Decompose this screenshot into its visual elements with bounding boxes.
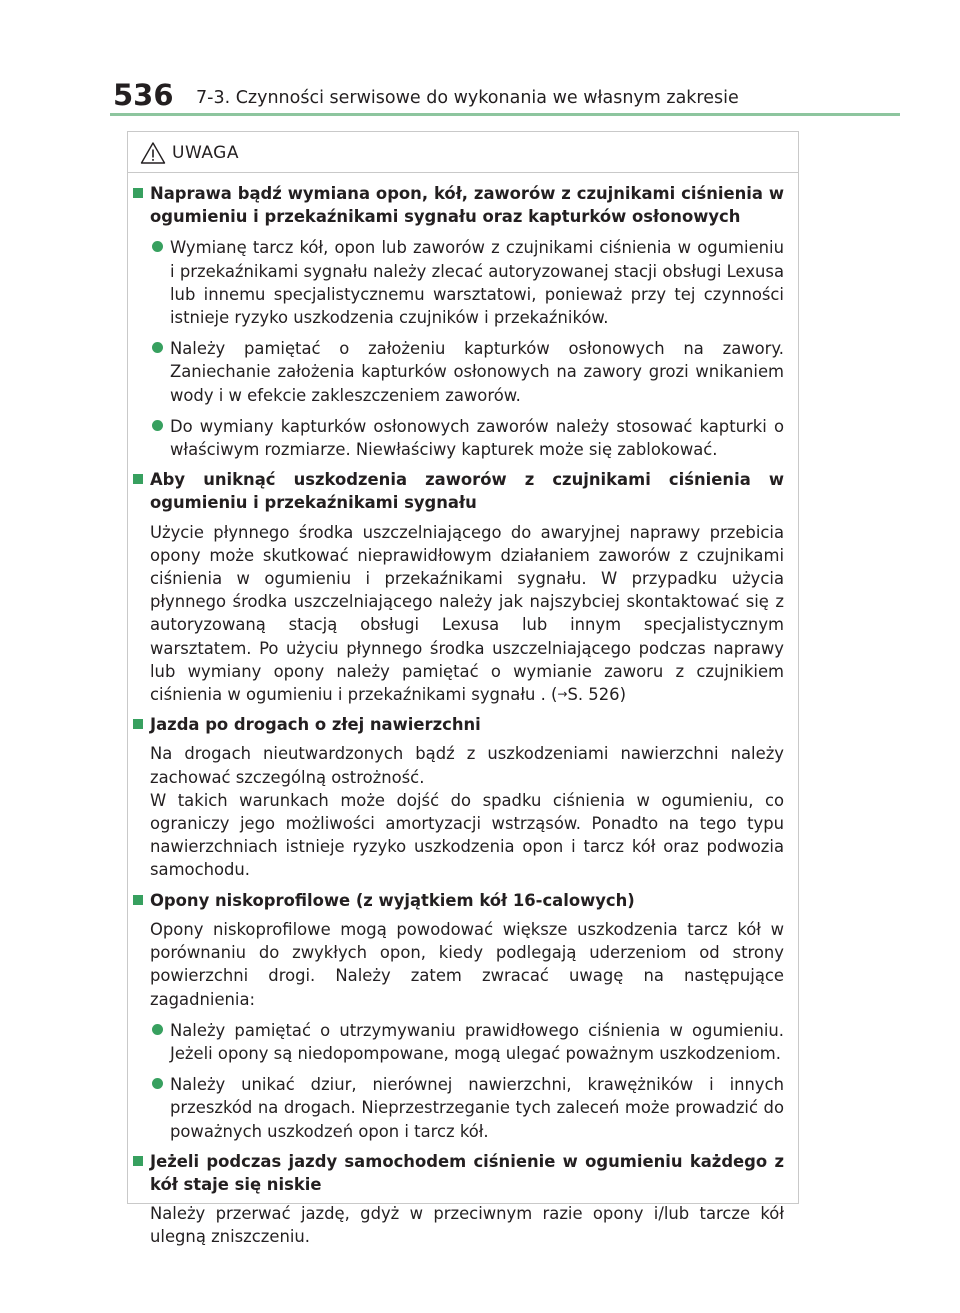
round-bullet-icon [152,1078,163,1089]
paragraph-text: Użycie płynnego środka uszczelniającego do awaryjnej naprawy przebicia opony może skutkować nieprawidłowym działaniem zaworów z czujnikami ciśnienia w ogumieniu i przekaźnikami sygnału. W przypadku użycia płynnego środka uszczelniającego należy jak najszybciej skontaktować się z autoryzowaną stacją obsługi Lexusa lub innym specjalistycznym warsztatem. Po użyciu płynnego środka uszczelniającego podczas naprawy lub wymiany opony należy pamiętać o wymianie zaworu z czujnikiem ciśnienia w ogumieniu i przekaźnikami sygnału . ( [150,522,784,705]
warning-section [130,889,784,1143]
round-bullet-icon [152,420,163,431]
warning-section [130,713,784,881]
square-bullet-icon [133,1156,143,1166]
section-heading: Naprawa bądź wymiana opon, kół, zaworów z czujnikami ciśnienia w ogumieniu i przekaźnikami sygnału oraz kapturków osłonowych [150,184,784,227]
list-item [150,1073,784,1143]
header-rule [110,113,900,116]
warning-section [130,1150,784,1249]
section-paragraph: Na drogach nieutwardzonych bądź z uszkodzeniami nawierzchni należy zachować szczególną ostrożność. [150,744,784,787]
warning-divider [128,172,798,173]
list-item [150,337,784,407]
list-item-text: Należy pamiętać o utrzymywaniu prawidłowego ciśnienia w ogumieniu. Jeżeli opony są niedopompowane, mogą ulegać poważnym uszkodzeniom. [170,1020,784,1063]
section-paragraph: Opony niskoprofilowe mogą powodować większe uszkodzenia tarcz kół w porównaniu do zwykłych opon, kiedy podlegają uderzeniom od strony powierzchni drogi. Należy zatem zwracać uwagę na następujące zagadnienia: [150,919,784,1009]
arrow-right-icon: → [557,687,568,702]
warning-content [130,182,784,1256]
square-bullet-icon [133,719,143,729]
list-item [150,415,784,461]
warning-header [140,140,239,166]
list-item-text: Wymianę tarcz kół, opon lub zaworów z czujnikami ciśnienia w ogumieniu i przekaźnikami sygnału należy zlecać autoryzowanej stacji obsługi Lexusa lub innemu specjalistycznemu warsztatowi, ponieważ przy tej czynności istnieje ryzyko uszkodzenia czujników i przekaźników. [170,238,784,328]
page-number: 536 [113,78,174,112]
list-item-text: Do wymiany kapturków osłonowych zaworów należy stosować kapturki o właściwym rozmiarze. Niewłaściwy kapturek może się zablokować. [170,416,784,460]
square-bullet-icon [133,895,143,905]
square-bullet-icon [133,188,143,198]
warning-title: UWAGA [172,143,239,163]
square-bullet-icon [133,474,143,484]
round-bullet-icon [152,1024,163,1035]
section-paragraph [150,521,784,707]
round-bullet-icon [152,342,163,353]
section-paragraph: Należy przerwać jazdę, gdyż w przeciwnym razie opony i/lub tarcze kół ulegną zniszczeniu. [150,1204,784,1247]
section-heading: Jeżeli podczas jazdy samochodem ciśnienie w ogumieniu każdego z kół staje się niskie [150,1151,784,1194]
section-paragraph: W takich warunkach może dojść do spadku ciśnienia w ogumieniu, co ograniczy jego możliwości amortyzacji wstrząsów. Ponadto na tego typu nawierzchniach istnieje ryzyko uszkodzenia opon i tarcz kół oraz podwozia samochodu. [150,790,784,880]
section-heading: Jazda po drogach o złej nawierzchni [150,715,481,735]
section-heading: Opony niskoprofilowe (z wyjątkiem kół 16-calowych) [150,890,635,910]
list-item [150,236,784,329]
warning-triangle-icon [140,141,166,165]
round-bullet-icon [152,241,163,252]
warning-section [130,468,784,706]
section-title: 7-3. Czynności serwisowe do wykonania we własnym zakresie [196,88,739,108]
list-item-text: Należy unikać dziur, nierównej nawierzchni, krawężników i innych przeszkód na drogach. Nieprzestrzeganie tych zaleceń może prowadzić do poważnych uszkodzeń opon i tarcz kół. [170,1075,784,1141]
list-item-text: Należy pamiętać o założeniu kapturków osłonowych na zawory. Zaniechanie założenia kapturków osłonowych na zawory grozi wnikaniem wody i w efekcie zakleszczeniem zaworów. [170,339,784,405]
section-heading: Aby uniknąć uszkodzenia zaworów z czujnikami ciśnienia w ogumieniu i przekaźnikami sygnału [150,470,784,513]
list-item [150,1019,784,1065]
page-header [0,0,960,120]
warning-section [130,182,784,461]
page-reference-link[interactable]: S. 526) [567,685,626,705]
